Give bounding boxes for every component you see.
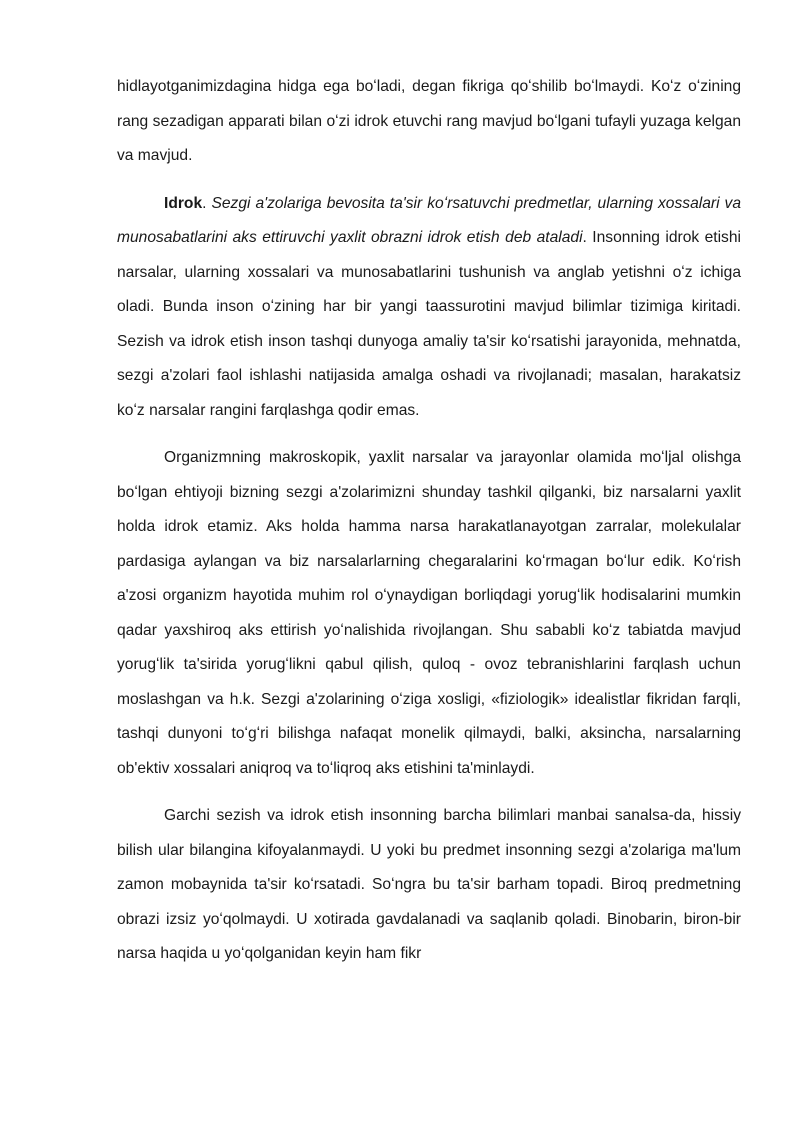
paragraph-text: hidlayotganimizdagina hidga ega boʻladi, degan fikriga qoʻshilib boʻlmaydi. Koʻz oʻzining rang sezadigan apparati bilan oʻzi idrok etuvchi rang mavjud boʻlgani tufayli yuzaga kelgan va mavjud. bbox=[117, 78, 741, 164]
paragraph-text: Garchi sezish va idrok etish insonning barcha bilimlari manbai sanalsa-da, hissiy bilish ular bilangina kifoyalanmaydi. U yoki bu predmet insonning sezgi a'zolariga ma'lum zamon mobaynida ta'sir koʻrsatadi. Soʻngra bu ta'sir barham topadi. Biroq predmetning obrazi izsiz yoʻqolmaydi. U xotirada gavdalanadi va saqlanib qoladi. Binobarin, biron-bir narsa haqida u yoʻqolganidan keyin ham fikr bbox=[117, 807, 741, 962]
document-body bbox=[117, 70, 741, 985]
paragraph-text: Organizmning makroskopik, yaxlit narsalar va jarayonlar olamida moʻljal olishga boʻlgan ehtiyoji bizning sezgi a'zolarimizni shunday tashkil qilganki, biz narsalarni yaxlit holda idrok etamiz. Aks holda hamma narsa harakatlanayotgan zarralar, molekulalar pardasiga aylangan va biz narsalarlarning chegaralarini koʻrmagan boʻlur edik. Koʻrish a'zosi organizm hayotida muhim rol oʻynaydigan borliqdagi yorugʻlik hodisalarini mumkin qadar yaxshiroq aks ettirish yoʻnalishida rivojlangan. Shu sababli koʻz tabiatda mavjud yorugʻlik ta'sirida yorugʻlikni qabul qilish, quloq - ovoz tebranishlarini farqlash uchun moslashgan va h.k. Sezgi a'zolarining oʻziga xosligi, «fiziologik» idealistlar fikridan farqli, tashqi dunyoni toʻgʻri bilishga nafaqat monelik qilmaydi, balki, aksincha, narsalarning ob'ektiv xossalari aniqroq va toʻliqroq aks etishini ta'minlaydi. bbox=[117, 449, 741, 777]
definition-text: Sezgi a'zolariga bevosita ta'sir koʻrsatuvchi predmetlar, ularning xossalari va munosabatlarini aks ettiruvchi yaxlit obrazni idrok etish deb ataladi bbox=[117, 194, 741, 246]
paragraph-garchi bbox=[117, 799, 741, 972]
term-punctuation: . bbox=[202, 194, 212, 212]
paragraph-text: . Insonning idrok etishi narsalar, ularning xossalari va munosabatlarini tushunish va anglab yetishni oʻz ichiga oladi. Bunda inson oʻzining har bir yangi taassurotini mavjud bilimlar tizimiga kiritadi. Sezish va idrok etish inson tashqi dunyoga amaliy ta'sir koʻrsatishi jarayonida, mehnatda, sezgi a'zolari faol ishlashi natijasida amalga oshadi va rivojlanadi; masalan, harakatsiz koʻz narsalar rangini farqlashga qodir emas. bbox=[117, 229, 741, 419]
paragraph-organizm bbox=[117, 441, 741, 786]
paragraph-idrok-definition bbox=[117, 187, 741, 429]
paragraph-continuation bbox=[117, 70, 741, 174]
term-idrok: Idrok bbox=[164, 194, 203, 212]
